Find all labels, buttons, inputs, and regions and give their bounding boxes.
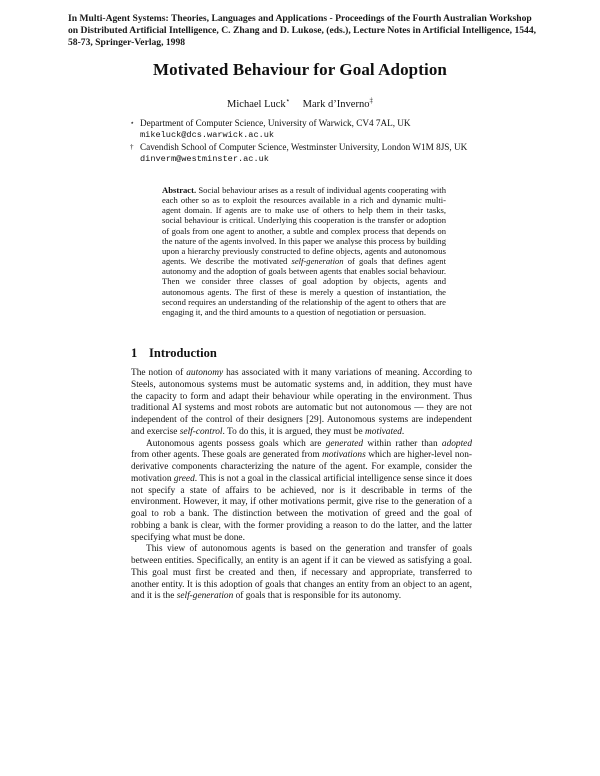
- paragraph-text: within rather than: [363, 438, 442, 449]
- author-mark: ⋆: [285, 96, 291, 104]
- abstract-emphasis: self-generation: [291, 256, 344, 267]
- paragraph: [131, 544, 472, 603]
- publication-note: In Multi-Agent Systems: Theories, Languages and Applications - Proceedings of the Fourth Australian Workshop on Distributed Artificial Intelligence, C. Zhang and D. Lukose, (eds.), Lecture Notes in Artificial Intelligence, 1544, 58-73, Springer-Verlag, 1998: [68, 13, 537, 48]
- paragraph-text: has associated with it many variations of meaning. According to Steels, autonomous systems must be automatic systems and, in addition, they must have the capacity to form and adapt their behaviour while operating in the environment. Thus traditional AI systems and most robots are automatic but not autonomous — they are not independent of the control of their designers [29]. Autonomous systems are independent and exercise: [131, 368, 473, 437]
- author: [302, 96, 373, 110]
- abstract-text: Social behaviour arises as a result of individual agents cooperating with each other so as to exploit the resources available in a rich and dynamic multi-agent domain. If agents are to make use of others to help them in their tasks, social behaviour is critical. Underlying this cooperation is the transfer or adoption of goals from one agent to another, a subtle and complex process that depends on the nature of the agents involved. In this paper we analyse this process by building upon a hierarchy previously constructed to define objects, agents and autonomous agents. We describe the motivated: [162, 185, 446, 267]
- paragraph-emphasis: greed: [173, 473, 195, 484]
- paragraph-text: . To do this, it is argued, they must be: [222, 426, 366, 437]
- paragraph-emphasis: motivations: [322, 450, 366, 461]
- paragraph-text: from other agents. These goals are generated from: [131, 450, 323, 461]
- paragraph: [131, 368, 472, 439]
- paragraph-text: .: [401, 426, 405, 437]
- paragraph-text: This view of autonomous agents is based on the generation and transfer of goals between entities. Specifically, an entity is an agent if it can be viewed as satisfying a goal. This goal must first be created and then, if necessary and appropriate, transferred to another entity. It is this adoption of goals that changes an entity from an object to an agent, and it is the: [131, 544, 472, 602]
- paragraph: [131, 439, 472, 545]
- affiliation-line: Cavendish School of Computer Science, Westminster University, London W1M 8JS, UK: [140, 142, 468, 152]
- affiliation: [130, 118, 500, 141]
- affiliation-email: mikeluck@dcs.warwick.ac.uk: [140, 129, 275, 140]
- affiliation-line: Department of Computer Science, University of Warwick, CV4 7AL, UK: [140, 118, 411, 128]
- paragraph-text: which are higher-level non-derivative components characterizing the nature of the agent. For example, consider the motivation: [131, 450, 472, 484]
- paragraph-text: . This is not a goal in the classical artificial intelligence sense since it does not specify a state of affairs to be achieved, nor is it describable in terms of the environment. However, it may, if other motivations permit, give rise to the generation of a goal to rob a bank. The distinction between the motivation of greed and the goal of robbing a bank is clear, with the former providing a reason to do the latter, and the latter specifying what must be done.: [131, 473, 472, 543]
- section-number: 1: [131, 346, 138, 360]
- author-name: Mark d’Inverno: [302, 98, 370, 110]
- section-body: [131, 368, 472, 603]
- section-heading: [131, 346, 451, 361]
- author-line: [0, 96, 600, 110]
- paper-title: Motivated Behaviour for Goal Adoption: [153, 60, 447, 79]
- abstract: [162, 185, 446, 317]
- paragraph-text: The notion of: [131, 368, 187, 378]
- affiliation-mark: †: [130, 143, 134, 151]
- paragraph-emphasis: motivated: [365, 426, 402, 437]
- affiliation: [130, 142, 500, 165]
- paragraph-emphasis: self-control: [179, 426, 223, 437]
- paragraph-emphasis: self-generation: [176, 591, 234, 602]
- author-mark: ‡: [369, 96, 373, 104]
- paragraph-emphasis: autonomy: [186, 368, 224, 378]
- section-title: Introduction: [149, 346, 217, 360]
- abstract-label: Abstract.: [162, 185, 197, 195]
- paragraph-text: Autonomous agents possess goals which are: [146, 438, 326, 449]
- paragraph-emphasis: generated: [325, 438, 364, 449]
- paragraph-emphasis: adopted: [441, 438, 472, 449]
- affiliation-mark: ⋆: [130, 119, 135, 127]
- abstract-text: of goals that defines agent autonomy and the adoption of goals between agents that enables social behaviour. Then we consider three classes of goal adoption by objects, agents and autonomous agents. The first of these is merely a question of instantiation, the second requires an understanding of the relationship of the agent to others that are engaging it, and the third amounts to a question of negotiation or persuasion.: [162, 256, 446, 317]
- paragraph-text: of goals that is responsible for its autonomy.: [233, 591, 402, 602]
- author: [227, 96, 291, 110]
- author-name: Michael Luck: [227, 98, 286, 110]
- affiliation-email: dinverm@westminster.ac.uk: [140, 153, 269, 164]
